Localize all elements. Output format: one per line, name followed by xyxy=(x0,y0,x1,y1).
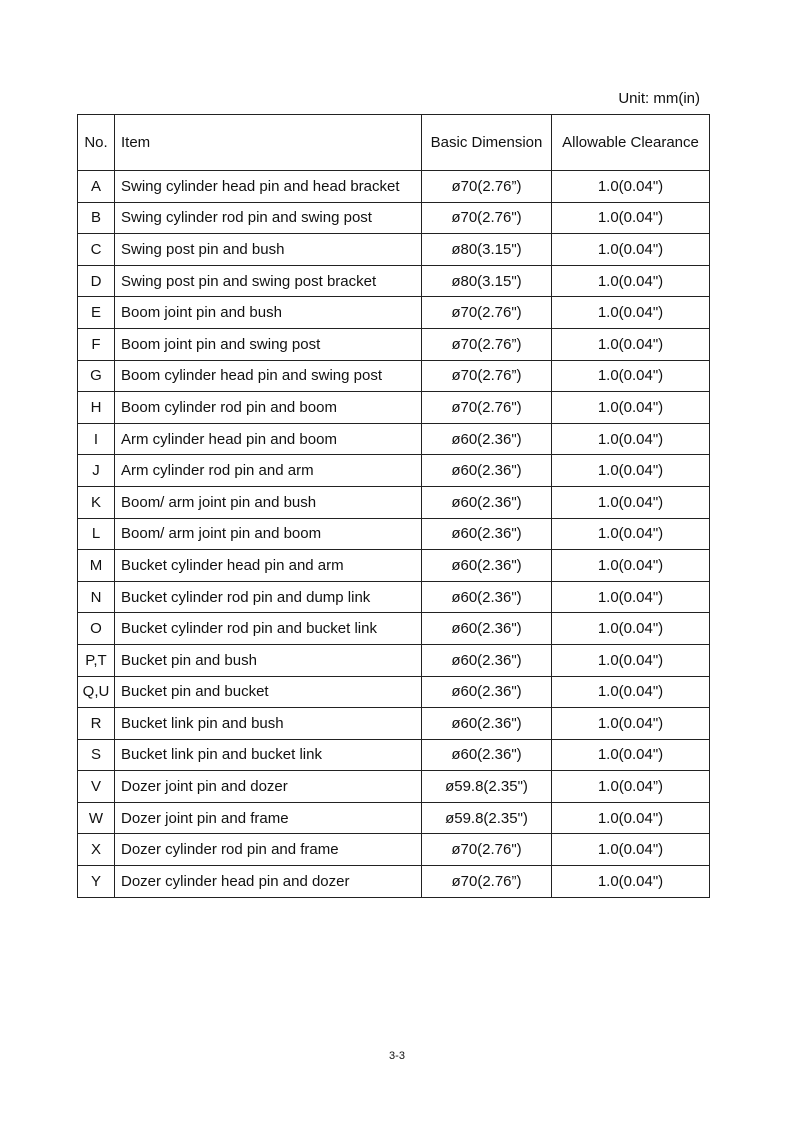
cell-basic-dimension: ø60(2.36") xyxy=(422,644,552,676)
cell-basic-dimension: ø70(2.76”) xyxy=(422,171,552,203)
cell-basic-dimension: ø60(2.36") xyxy=(422,613,552,645)
cell-basic-dimension: ø70(2.76") xyxy=(422,834,552,866)
cell-basic-dimension: ø70(2.76") xyxy=(422,297,552,329)
cell-no: S xyxy=(78,739,115,771)
cell-no: M xyxy=(78,550,115,582)
table-row xyxy=(78,834,710,866)
cell-allowable-clearance: 1.0(0.04") xyxy=(552,834,710,866)
cell-allowable-clearance: 1.0(0.04") xyxy=(552,866,710,898)
cell-item: Bucket cylinder rod pin and bucket link xyxy=(115,613,422,645)
cell-allowable-clearance: 1.0(0.04") xyxy=(552,644,710,676)
cell-item: Boom/ arm joint pin and bush xyxy=(115,486,422,518)
cell-item: Boom joint pin and bush xyxy=(115,297,422,329)
header-allowable-clearance: Allowable Clearance xyxy=(552,115,710,171)
table-row xyxy=(78,771,710,803)
cell-basic-dimension: ø60(2.36") xyxy=(422,423,552,455)
cell-item: Boom/ arm joint pin and boom xyxy=(115,518,422,550)
cell-basic-dimension: ø60(2.36") xyxy=(422,486,552,518)
cell-item: Bucket pin and bush xyxy=(115,644,422,676)
cell-basic-dimension: ø60(2.36") xyxy=(422,518,552,550)
cell-basic-dimension: ø60(2.36") xyxy=(422,455,552,487)
cell-allowable-clearance: 1.0(0.04") xyxy=(552,581,710,613)
cell-allowable-clearance: 1.0(0.04") xyxy=(552,171,710,203)
cell-no: L xyxy=(78,518,115,550)
cell-basic-dimension: ø70(2.76") xyxy=(422,392,552,424)
cell-no: C xyxy=(78,234,115,266)
cell-no: E xyxy=(78,297,115,329)
page-number: 3-3 xyxy=(389,1050,405,1062)
cell-basic-dimension: ø60(2.36") xyxy=(422,739,552,771)
cell-no: H xyxy=(78,392,115,424)
table-row xyxy=(78,518,710,550)
table-row xyxy=(78,550,710,582)
cell-allowable-clearance: 1.0(0.04") xyxy=(552,708,710,740)
cell-allowable-clearance: 1.0(0.04") xyxy=(552,265,710,297)
cell-no: B xyxy=(78,202,115,234)
table-header xyxy=(78,115,710,171)
cell-item: Dozer joint pin and dozer xyxy=(115,771,422,803)
table-row xyxy=(78,297,710,329)
cell-allowable-clearance: 1.0(0.04") xyxy=(552,360,710,392)
cell-basic-dimension: ø70(2.76”) xyxy=(422,866,552,898)
cell-allowable-clearance: 1.0(0.04") xyxy=(552,202,710,234)
cell-item: Boom joint pin and swing post xyxy=(115,328,422,360)
table-row xyxy=(78,171,710,203)
cell-item: Bucket cylinder rod pin and dump link xyxy=(115,581,422,613)
cell-no: P,T xyxy=(78,644,115,676)
cell-allowable-clearance: 1.0(0.04") xyxy=(552,392,710,424)
cell-basic-dimension: ø59.8(2.35") xyxy=(422,771,552,803)
table-row xyxy=(78,455,710,487)
cell-item: Swing cylinder rod pin and swing post xyxy=(115,202,422,234)
table-row xyxy=(78,423,710,455)
cell-item: Dozer joint pin and frame xyxy=(115,802,422,834)
table-row xyxy=(78,360,710,392)
cell-allowable-clearance: 1.0(0.04") xyxy=(552,423,710,455)
header-basic-dimension: Basic Dimension xyxy=(422,115,552,171)
cell-basic-dimension: ø60(2.36") xyxy=(422,581,552,613)
cell-basic-dimension: ø59.8(2.35") xyxy=(422,802,552,834)
table-row xyxy=(78,644,710,676)
cell-basic-dimension: ø60(2.36") xyxy=(422,708,552,740)
cell-basic-dimension: ø60(2.36") xyxy=(422,550,552,582)
cell-allowable-clearance: 1.0(0.04") xyxy=(552,518,710,550)
table-body xyxy=(78,171,710,898)
unit-label: Unit: mm(in) xyxy=(618,90,700,107)
cell-item: Bucket cylinder head pin and arm xyxy=(115,550,422,582)
cell-allowable-clearance: 1.0(0.04") xyxy=(552,613,710,645)
cell-allowable-clearance: 1.0(0.04") xyxy=(552,455,710,487)
cell-allowable-clearance: 1.0(0.04") xyxy=(552,234,710,266)
cell-item: Swing post pin and bush xyxy=(115,234,422,266)
cell-item: Boom cylinder rod pin and boom xyxy=(115,392,422,424)
cell-allowable-clearance: 1.0(0.04") xyxy=(552,676,710,708)
cell-allowable-clearance: 1.0(0.04") xyxy=(552,297,710,329)
cell-allowable-clearance: 1.0(0.04") xyxy=(552,328,710,360)
cell-item: Swing cylinder head pin and head bracket xyxy=(115,171,422,203)
cell-item: Arm cylinder rod pin and arm xyxy=(115,455,422,487)
cell-allowable-clearance: 1.0(0.04") xyxy=(552,739,710,771)
cell-no: N xyxy=(78,581,115,613)
table-row xyxy=(78,265,710,297)
table-row xyxy=(78,802,710,834)
cell-basic-dimension: ø80(3.15") xyxy=(422,234,552,266)
pin-clearance-table xyxy=(77,114,710,898)
cell-allowable-clearance: 1.0(0.04”) xyxy=(552,771,710,803)
table-row xyxy=(78,581,710,613)
table-row xyxy=(78,202,710,234)
cell-basic-dimension: ø60(2.36") xyxy=(422,676,552,708)
cell-item: Bucket link pin and bush xyxy=(115,708,422,740)
cell-no: D xyxy=(78,265,115,297)
cell-no: V xyxy=(78,771,115,803)
cell-no: F xyxy=(78,328,115,360)
cell-no: Q,U xyxy=(78,676,115,708)
cell-item: Dozer cylinder rod pin and frame xyxy=(115,834,422,866)
cell-allowable-clearance: 1.0(0.04") xyxy=(552,550,710,582)
cell-no: Y xyxy=(78,866,115,898)
cell-basic-dimension: ø70(2.76”) xyxy=(422,328,552,360)
cell-item: Boom cylinder head pin and swing post xyxy=(115,360,422,392)
table-row xyxy=(78,676,710,708)
cell-no: J xyxy=(78,455,115,487)
cell-no: R xyxy=(78,708,115,740)
table-row xyxy=(78,328,710,360)
cell-allowable-clearance: 1.0(0.04") xyxy=(552,802,710,834)
header-row xyxy=(78,115,710,171)
cell-item: Bucket pin and bucket xyxy=(115,676,422,708)
cell-no: I xyxy=(78,423,115,455)
header-no: No. xyxy=(78,115,115,171)
table-row xyxy=(78,613,710,645)
cell-allowable-clearance: 1.0(0.04") xyxy=(552,486,710,518)
cell-no: A xyxy=(78,171,115,203)
cell-no: K xyxy=(78,486,115,518)
table-row xyxy=(78,234,710,266)
cell-item: Bucket link pin and bucket link xyxy=(115,739,422,771)
table-row xyxy=(78,739,710,771)
cell-basic-dimension: ø70(2.76”) xyxy=(422,360,552,392)
cell-item: Dozer cylinder head pin and dozer xyxy=(115,866,422,898)
header-item: Item xyxy=(115,115,422,171)
table-row xyxy=(78,708,710,740)
cell-basic-dimension: ø70(2.76") xyxy=(422,202,552,234)
cell-item: Swing post pin and swing post bracket xyxy=(115,265,422,297)
cell-basic-dimension: ø80(3.15") xyxy=(422,265,552,297)
cell-no: O xyxy=(78,613,115,645)
table-row xyxy=(78,392,710,424)
cell-no: X xyxy=(78,834,115,866)
table-row xyxy=(78,866,710,898)
cell-no: G xyxy=(78,360,115,392)
cell-item: Arm cylinder head pin and boom xyxy=(115,423,422,455)
table-row xyxy=(78,486,710,518)
cell-no: W xyxy=(78,802,115,834)
